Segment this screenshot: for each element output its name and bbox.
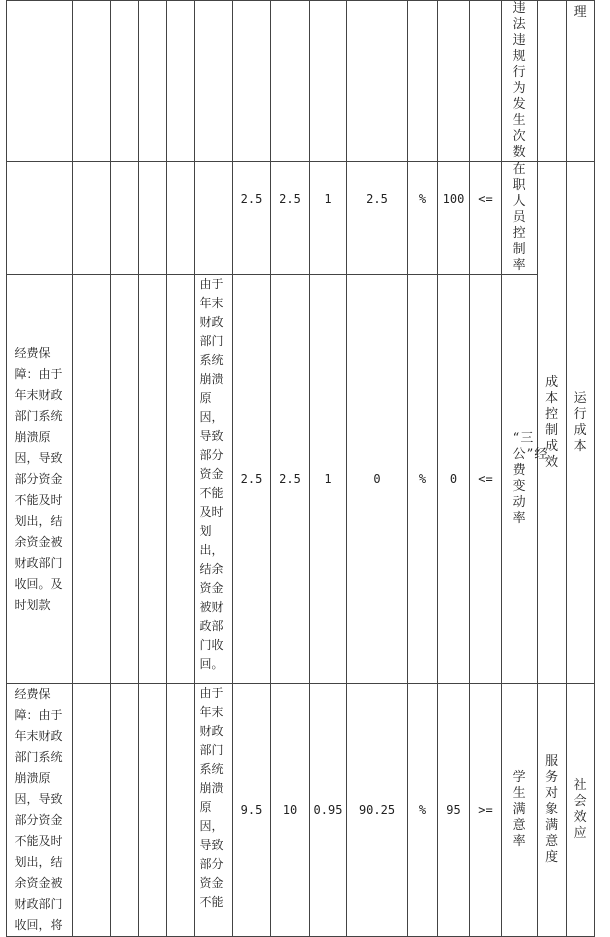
indicator-l3: “三公”经费变动率 (512, 431, 549, 526)
actual-value: 2.5 (366, 192, 388, 206)
indicator-l3: 违法违规行为发生次数 (512, 1, 527, 160)
score-value: 2.5 (279, 192, 301, 206)
indicator-l2: 成本控制成效 (545, 374, 560, 470)
measure-cell (7, 1, 73, 162)
score2-value: 2.5 (240, 472, 263, 486)
table-row (7, 162, 595, 275)
weight-value: 0.95 (313, 803, 343, 817)
actual-value: 90.25 (358, 803, 396, 817)
performance-table (6, 0, 595, 937)
target-value: 100 (442, 192, 465, 206)
measure-text: 经费保障：由于年末财政部门系统崩溃原因，导致部分资金不能及时划出，结余资金被财政部门收回。及时划款 (14, 345, 63, 612)
reason-text: 由于年末财政部门系统崩溃原因，导致部分资金不能 (199, 686, 224, 909)
table-row (7, 275, 595, 684)
score-value: 10 (282, 803, 298, 817)
weight-value: 1 (324, 192, 332, 206)
indicator-l1-cell (567, 162, 595, 684)
indicator-l2-cell (538, 684, 567, 937)
table-row (7, 684, 595, 937)
measure-text: 经费保障：由于年末财政部门系统崩溃原因，导致部分资金不能及时划出，结余资金被财政部门收回，将 (14, 687, 63, 932)
indicator-l3: 在职人员控制率 (512, 162, 527, 273)
indicator-l3-cell (502, 1, 538, 162)
indicator-l1: 社会效应 (573, 778, 588, 841)
indicator-l1: 运行成本 (573, 390, 588, 454)
indicator-l1-cell (567, 1, 595, 162)
unit-value: % (418, 192, 427, 206)
indicator-l1-cell (567, 684, 595, 937)
unit-value: % (418, 472, 427, 486)
indicator-l2-cell (538, 162, 567, 684)
operator-value: <= (478, 472, 493, 486)
indicator-l1: 理 (573, 5, 588, 20)
target-value: 95 (446, 803, 461, 817)
score-value: 2.5 (279, 472, 301, 486)
operator-value: >= (478, 803, 493, 817)
reason-text: 由于年末财政部门系统崩溃原因，导致部分资金不能及时划出，结余资金被财政部门收回。 (199, 277, 224, 671)
unit-value: % (418, 803, 427, 817)
indicator-l2: 服务对象满意度 (545, 754, 560, 865)
weight-value: 1 (324, 472, 332, 486)
table-row (7, 1, 595, 162)
score2-value: 2.5 (240, 192, 263, 206)
score2-value: 9.5 (240, 803, 263, 817)
indicator-l3: 学生满意率 (512, 770, 527, 849)
operator-value: <= (478, 192, 493, 206)
target-value: 0 (449, 472, 458, 486)
actual-value: 0 (373, 472, 381, 486)
reason-cell (195, 1, 233, 162)
